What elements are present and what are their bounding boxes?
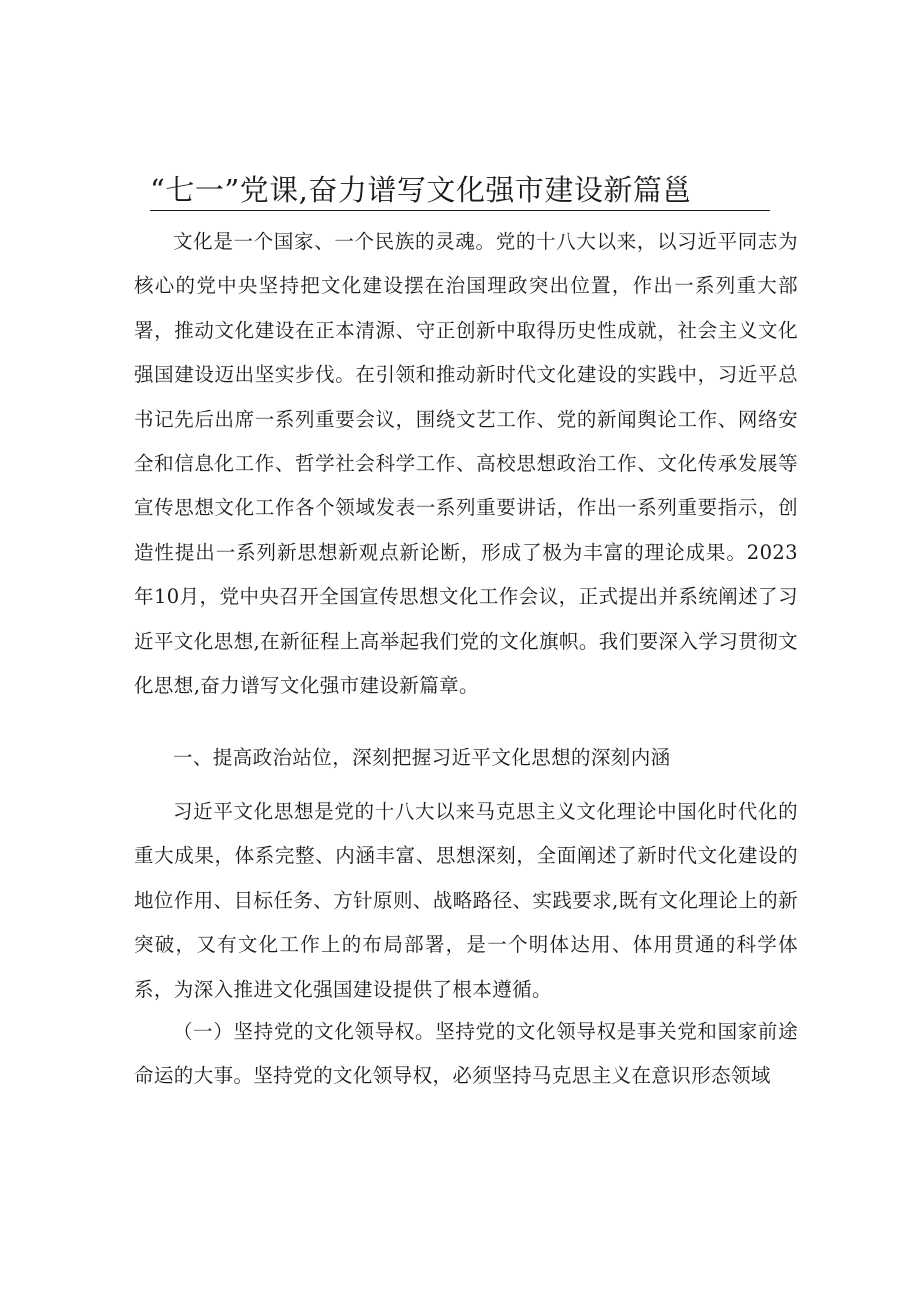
subsection-paragraph: （一）坚持党的文化领导权。坚持党的文化领导权是事关党和国家前途命运的大事。坚持党的文化领导权，必须坚持马克思主义在意识形态领域 bbox=[134, 1020, 798, 1088]
section-heading: 一、提高政治站位，深刻把握习近平文化思想的深刻内涵 bbox=[173, 746, 671, 769]
section-paragraph: 习近平文化思想是党的十八大以来马克思主义文化理论中国化时代化的重大成果，体系完整、内涵丰富、思想深刻，全面阐述了新时代文化建设的地位作用、目标任务、方针原则、战略路径、实践要求,既有文化理论上的新突破，又有文化工作上的布局部署，是一个明体达用、体用贯通的科学体系，为深入推进文化强国建设提供了根本遵循。 bbox=[134, 800, 798, 1001]
document-title: “七一”党课,奋力谱写文化强市建设新篇邕 bbox=[150, 170, 770, 211]
intro-paragraph: 文化是一个国家、一个民族的灵魂。党的十八大以来，以习近平同志为核心的党中央坚持把文化建设摆在治国理政突出位置，作出一系列重大部署，推动文化建设在正本清源、守正创新中取得历史性成就，社会主义文化强国建设迈出坚实步伐。在引领和推动新时代文化建设的实践中，习近平总书记先后出席一系列重要会议，围绕文艺工作、党的新闻舆论工作、网络安全和信息化工作、哲学社会科学工作、高校思想政治工作、文化传承发展等宣传思想文化工作各个领域发表一系列重要讲话，作出一系列重要指示，创造性提出一系列新思想新观点新论断，形成了极为丰富的理论成果。2023年10月，党中央召开全国宣传思想文化工作会议，正式提出并系统阐述了习近平文化思想,在新征程上高举起我们党的文化旗帜。我们要深入学习贯彻文化思想,奋力谱写文化强市建设新篇章。 bbox=[134, 230, 798, 698]
